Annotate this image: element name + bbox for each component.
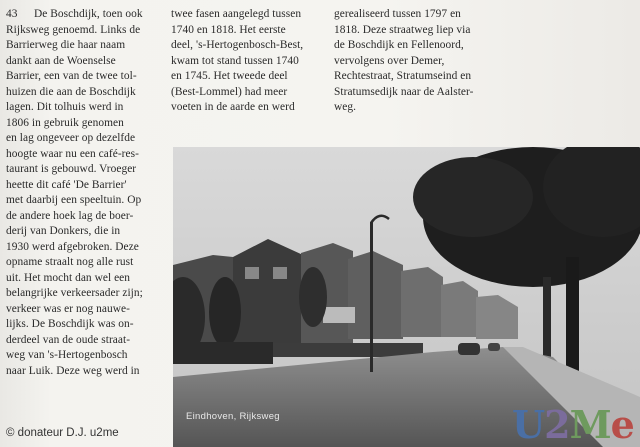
column3-line: weg. xyxy=(334,101,357,113)
hedge xyxy=(173,342,273,364)
column1-line: naar Luik. Deze weg werd in xyxy=(6,364,140,377)
text-column-2 xyxy=(171,7,331,116)
column1-line: derij van Donkers, die in xyxy=(6,225,121,237)
column1-line: Barrierweg die haar naam xyxy=(6,39,126,51)
column1-line: lijks. De Boschdijk was on- xyxy=(6,318,134,330)
column1-line: opname straalt nog alle rust xyxy=(6,256,134,268)
text-column-1 xyxy=(6,7,166,379)
logo-letter: e xyxy=(610,402,634,447)
logo-letter: U xyxy=(512,402,545,447)
column1-line: heette dit café 'De Barrier' xyxy=(6,178,127,191)
column1-line: weg van 's-Hertogenbosch xyxy=(6,349,128,361)
column2-line: (Best-Lommel) had meer xyxy=(171,85,288,98)
column3-line: Rechtestraat, Stratumseind en xyxy=(334,70,472,82)
column1-line: de andere hoek lag de boer- xyxy=(6,209,134,222)
column2-line: voeten in de aarde en werd xyxy=(171,101,295,113)
column1-line: met daarbij een speeltuin. Op xyxy=(6,194,142,206)
column3-line: de Boschdijk en Fellenoord, xyxy=(334,39,464,51)
column2-line: kwam tot stand tussen 1740 xyxy=(171,54,299,67)
column2-line: twee fasen aangelegd tussen xyxy=(171,8,302,20)
column1-line: taurant is gebouwd. Vroeger xyxy=(6,163,137,175)
tree xyxy=(299,267,327,327)
tree xyxy=(209,277,241,347)
column3-line: Stratumsedijk naar de Aalster- xyxy=(334,85,474,98)
column1-line: derdeel van de oude straat- xyxy=(6,333,131,346)
column3-line: vervolgens over Demer, xyxy=(334,54,445,67)
column1-line: De Boschdijk, toen ook xyxy=(34,8,143,20)
column1-line: hoogte waar nu een café-res- xyxy=(6,147,139,160)
column1-line: 1930 werd afgebroken. Deze xyxy=(6,240,139,253)
logo-letter: M xyxy=(569,402,611,447)
column1-line: en lag ongeveer op dezelfde xyxy=(6,132,136,144)
column1-line: uit. Het mocht dan wel een xyxy=(6,271,131,284)
column3-line: 1818. Deze straatweg liep via xyxy=(334,23,471,36)
column1-line: Rijksweg genoemd. Links de xyxy=(6,23,141,36)
column1-line: dankt aan de Woenselse xyxy=(6,54,116,67)
u2me-logo xyxy=(512,402,635,447)
car xyxy=(488,343,500,351)
column1-line: 1806 in gebruik genomen xyxy=(6,116,124,129)
column2-line: deel, 's-Hertogenbosch-Best, xyxy=(171,39,304,51)
logo-letter: 2 xyxy=(544,402,570,447)
car xyxy=(458,343,480,355)
credit-line: © donateur D.J. u2me xyxy=(6,427,119,439)
hedge xyxy=(273,343,423,357)
photo-caption: Eindhoven, Rijksweg xyxy=(186,411,280,422)
column2-line: 1740 en 1818. Het eerste xyxy=(171,23,286,36)
column1-line: huizen die aan de Boschdijk xyxy=(6,85,136,98)
column1-line: verkeer was er nog nauwe- xyxy=(6,302,130,315)
text-column-3 xyxy=(334,7,484,116)
lamp-post xyxy=(370,222,373,372)
column2-line: en 1745. Het tweede deel xyxy=(171,70,288,82)
column1-line: lagen. Dit tolhuis werd in xyxy=(6,101,124,113)
column1-line: belangrijke verkeersader zijn; xyxy=(6,287,143,299)
figure-number: 43 xyxy=(6,8,18,20)
column3-line: gerealiseerd tussen 1797 en xyxy=(334,8,461,20)
column1-line: Barrier, een van de twee tol- xyxy=(6,70,137,82)
